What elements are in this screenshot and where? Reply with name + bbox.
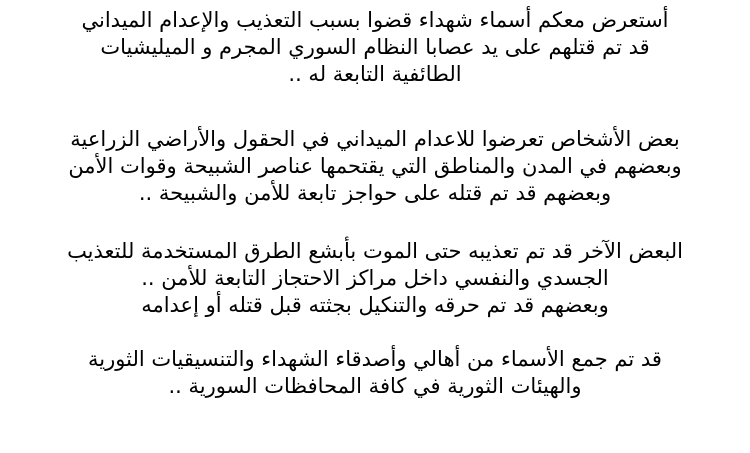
text-line: والهيئات الثورية في كافة المحافظات السورية .. (168, 374, 582, 398)
text-line: البعض الآخر قد تم تعذيبه حتى الموت بأبشع الطرق المستخدمة للتعذيب (67, 239, 683, 263)
paragraph-sources (8, 346, 742, 400)
text-line: أستعرض معكم أسماء شهداء قضوا بسبب التعذيب والإعدام الميداني (81, 8, 669, 32)
text-line: الجسدي والنفسي داخل مراكز الاحتجاز التابعة للأمن .. (141, 266, 609, 290)
text-line: قد تم قتلهم على يد عصابا النظام السوري المجرم و الميليشيات (100, 35, 650, 59)
text-line: وبعضهم قد تم قتله على حواجز تابعة للأمن والشبيحة .. (138, 181, 612, 205)
paragraph-field-executions (8, 126, 742, 207)
paragraph-intro (8, 7, 742, 88)
text-line: قد تم جمع الأسماء من أهالي وأصدقاء الشهداء والتنسيقيات الثورية (88, 347, 662, 371)
text-line: وبعضهم قد تم حرقه والتنكيل بجثته قبل قتله أو إعدامه (141, 293, 609, 317)
paragraph-torture (8, 238, 742, 319)
text-line: الطائفية التابعة له .. (288, 62, 462, 86)
text-line: بعض الأشخاص تعرضوا للاعدام الميداني في الحقول والأراضي الزراعية (70, 127, 680, 151)
text-line: وبعضهم في المدن والمناطق التي يقتحمها عناصر الشبيحة وقوات الأمن (68, 154, 682, 178)
